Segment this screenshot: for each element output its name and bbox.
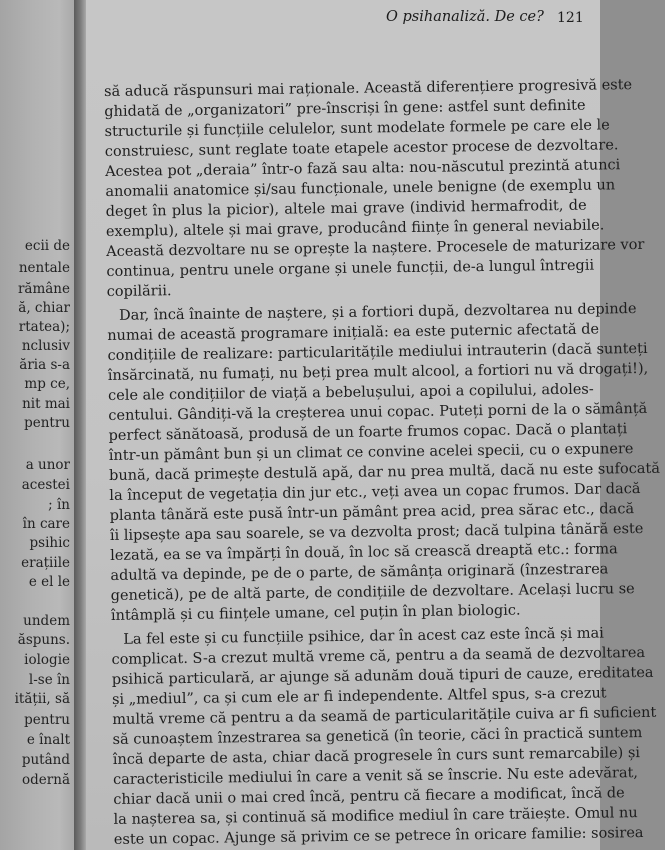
text-line: Acestea pot „deraia” într-o fază sau alta: nou-născutul prezintă atunci <box>105 157 621 180</box>
left-page-edge <box>0 0 74 850</box>
text-line: într-un pământ bun și un climat ce convine acelei specii, cu o expunere <box>108 441 634 464</box>
text-line: însărcinată, nu fumați, nu beți prea mult alcool, a fortiori nu vă drogați!), <box>107 360 649 384</box>
left-page-line: ității, să <box>14 691 70 707</box>
text-line: condițiile de realizare: particularitățile mediului intrauterin (dacă sunteți <box>107 340 648 364</box>
left-page-line: e înalt <box>26 732 70 748</box>
text-line: la nașterea sa, și continuă să modifice mediul în care trăiește. Omul nu <box>113 805 638 828</box>
text-line: deget în plus la picior), altele mai grave (individ hermafrodit, de <box>105 197 587 220</box>
left-page-line: ă, chiar <box>18 300 70 316</box>
text-line: anomalii anatomice și/sau funcționale, unele benigne (de exemplu un <box>105 177 616 200</box>
text-line: întâmplă și cu ființele umane, cel puțin în plan biologic. <box>110 602 521 624</box>
text-line: complicat. S-a crezut multă vreme că, pentru a da seamă de dezvoltarea <box>111 644 646 668</box>
text-line: genetică), pe de altă parte, de condițiile de dezvoltare. Același lucru se <box>110 581 635 604</box>
body-text <box>103 77 661 848</box>
text-line: copilării. <box>106 283 172 300</box>
text-line: planta tânără este pusă într-un pământ prea acid, prea sărac etc., dacă <box>109 501 635 524</box>
left-page-line: e el le <box>28 574 70 590</box>
text-line: și „mediul”, ca și cum ele ar fi independente. Altfel spus, s-a crezut <box>111 685 607 708</box>
text-line: Dar, încă înainte de naștere, și a fortiori după, dezvoltarea nu depinde <box>118 301 637 324</box>
text-line: să aducă răspunsuri mai raționale. Această diferențiere progresivă este <box>103 77 633 100</box>
text-line: chiar dacă unii o mai cred încă, pentru că fiecare a modificat, încă de <box>113 785 625 808</box>
text-line: multă vreme că pentru a da seamă de particularitățile cuiva ar fi suficient <box>112 704 657 728</box>
text-line: bună, dacă primește destulă apă, dar nu prea multă, dacă nu este sufocată <box>109 460 661 484</box>
text-line: La fel este și cu funcțiile psihice, dar în acest caz este încă și mai <box>123 625 604 648</box>
text-line: cele ale condițiilor de viață a bebelușului, apoi a copilului, adoles- <box>107 381 594 404</box>
text-line: continua, pentru unele organe și unele funcții, de-a lungul întregii <box>106 257 595 280</box>
left-page-line: psihic <box>29 535 70 551</box>
text-line: centului. Gândiți-vă la creșterea unui copac. Puteți porni de la o sămânță <box>108 400 648 424</box>
left-page-line: ; în <box>48 497 70 513</box>
text-line: exemplu), altele și mai grave, producând ființe în general neviabile. <box>105 217 605 240</box>
text-line: Această dezvoltare nu se oprește la naștere. Procesele de maturizare vor <box>106 236 645 260</box>
left-page-line: undem <box>23 613 70 629</box>
left-page-line: l-se în <box>28 672 70 688</box>
left-page-line: erațiile <box>21 555 70 571</box>
text-line: numai de această programare inițială: ea este puternic afectată de <box>107 321 600 344</box>
text-line: îi lipsește apa sau soarele, se va dezvolta prost; dacă tulpina tânără este <box>109 520 644 544</box>
left-page-line: pentru <box>24 712 70 728</box>
book-gutter <box>74 0 86 850</box>
right-page <box>86 0 661 850</box>
left-page-line: nclusiv <box>21 338 70 354</box>
left-page-line: rămâne <box>17 281 70 297</box>
left-page-line: ecii de <box>24 238 70 254</box>
left-page-line: ăspuns. <box>17 632 70 648</box>
page-number: 121 <box>557 10 584 26</box>
left-page-line: rtatea); <box>18 319 70 335</box>
text-line: lezată, ea se va împărți în două, în loc să crească dreaptă etc.: forma <box>110 541 618 564</box>
text-line: caracteristicile mediului în care a venit să se înscrie. Nu este adevărat, <box>112 765 639 788</box>
text-line: să cunoaștem înzestrarea sa genetică (în teorie, căci în practică suntem <box>112 725 643 748</box>
text-line: adultă va depinde, pe de o parte, de sămânța originară (înzestrarea <box>110 561 609 584</box>
text-line: construiesc, sunt reglate toate etapele acestor procese de dezvoltare. <box>104 137 619 160</box>
text-line: perfect sănătoasă, produsă de un foarte frumos copac. Dacă o plantați <box>108 421 628 444</box>
left-page-line: acestei <box>21 477 70 493</box>
text-line: structurile și funcțiile celulelor, sunt modelate formele pe care ele le <box>104 117 610 140</box>
left-page-line: mp ce, <box>24 376 70 392</box>
left-page-line: iologie <box>24 652 70 668</box>
text-line: psihică particulară, ar ajunge să adunăm două tipuri de cauze, ereditatea <box>111 664 654 688</box>
left-page-line: ăria s-a <box>19 357 70 373</box>
text-line: la început de vegetația din jur etc., veți avea un copac frumos. Dar dacă <box>109 481 641 504</box>
left-page-line: nentale <box>18 260 70 276</box>
left-page-line: odernă <box>22 772 70 788</box>
text-line: ghidată de „organizatori” pre-înscriși în gene: astfel sunt definite <box>104 97 586 120</box>
left-page-line: putând <box>21 752 70 768</box>
running-title: O psihanaliză. De ce? <box>386 9 544 25</box>
left-page-line: în care <box>22 516 70 532</box>
left-page-line: nit mai <box>22 396 70 412</box>
left-page-line: a unor <box>25 457 70 473</box>
left-page-line: pentru <box>24 415 70 431</box>
text-line: este un copac. Ajunge să privim ce se petrece în oricare familie: sosirea <box>113 825 644 848</box>
text-line: încă departe de asta, chiar dacă progresele în curs sunt remarcabile) și <box>112 745 641 768</box>
